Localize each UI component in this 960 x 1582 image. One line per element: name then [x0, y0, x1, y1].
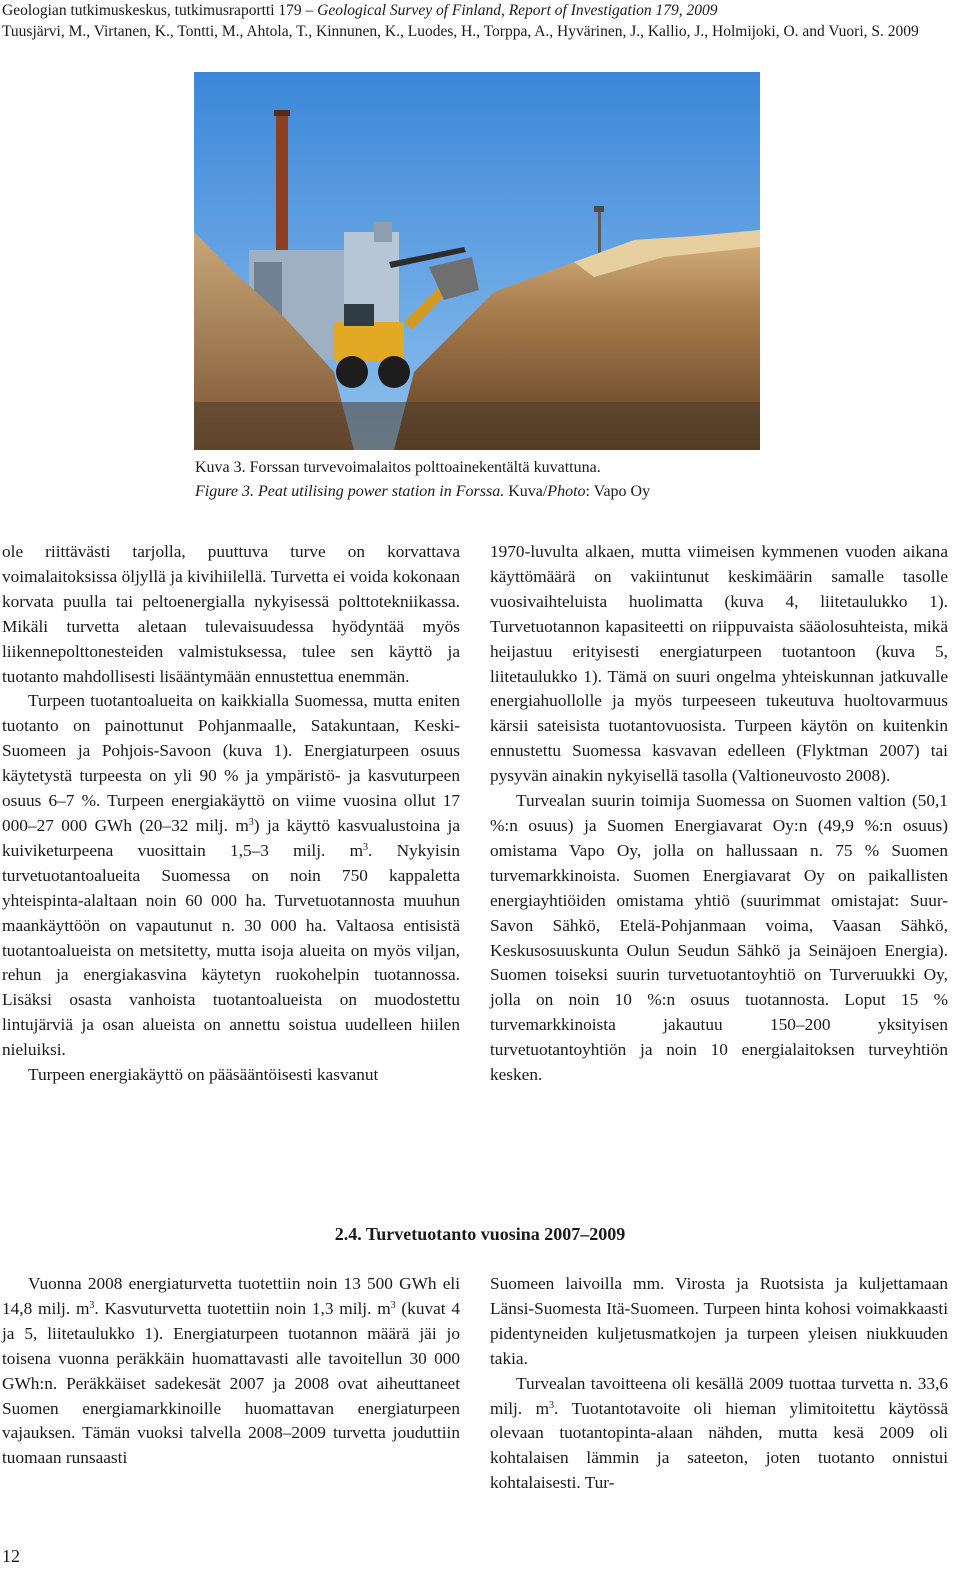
page-number: 12 [2, 1546, 20, 1566]
caption-finnish: Kuva 3. Forssan turvevoimalaitos polttoainekentältä kuvattuna. [195, 459, 601, 476]
body-column-right-top [490, 540, 948, 1088]
header-series-line: Geologian tutkimuskeskus, tutkimusraportti 179 – Geological Survey of Finland, Report of Investigation 179, 2009 [2, 2, 718, 19]
paragraph: ole riittävästi tarjolla, puuttuva turve on korvattava voimalaitoksissa öljyllä ja kivihiilellä. Turvetta ei voida kokonaan korvata puulla tai peltoenergialla nykyisessä polttotekniikassa. Mikäli turvetta aletaan tulevaisuudessa hyödyntää myös liikennepolttonesteiden valmistuksessa, tulee sen käyttö ja tuotanto mahdollisesti lisääntymään ennustettua enemmän. [2, 542, 460, 686]
running-header [2, 0, 952, 42]
body-column-left-bottom [2, 1272, 460, 1471]
body-column-left-top [2, 540, 460, 1088]
paragraph: Turvealan tavoitteena oli kesällä 2009 tuottaa turvetta n. 33,6 milj. $m^3$. Tuotantotavoite oli hieman ylimitoitettu käytössä olevaan tuotantopinta-alaan nähden, mutta kesä 2009 oli kohtalaisen lämmin ja sateeton, joten tuotanto onnistui kohtalaisesti. Tur- [490, 1373, 948, 1493]
paragraph: 1970-luvulta alkaen, mutta viimeisen kymmenen vuoden aikana käyttömäärä on vakiintunut keskimäärin samalle tasolle vuosivaihteluista huolimatta (kuva 4, liitetaulukko 1). Turvetuotannon kapasiteetti on riippuvaista sääolosuhteista, mikä heijastuu erityisesti energiaturpeen tuotantoon (kuva 5, liitetaulukko 1). Tämä on suuri ongelma yhteiskunnan jatkuvalle energiahuollolle ja myös turpeeseen tukeutuva huoltovarmuus kärsii sateisista tuotantovuosista. Turpeen käytön on kuitenkin ennustettu Suomessa kasvavan edelleen (Flyktman 2007) tai pysyvän ainakin nykyisellä tasolla (Valtioneuvosto 2008). [490, 542, 948, 786]
caption-english-line: Figure 3. Peat utilising power station in Forssa. Kuva/Photo: Vapo Oy [195, 483, 651, 500]
section-heading: 2.4. Turvetuotanto vuosina 2007–2009 [334, 1224, 626, 1244]
figure-photo-peat-power-station [194, 72, 760, 450]
paragraph: Turpeen tuotantoalueita on kaikkialla Suomessa, mutta eniten tuotanto on painottunut Pohjanmaalle, Satakuntaan, Keski-Suomeen ja Pohjois-Savoon (kuva 1). Energiaturpeen osuus käytetystä turpeesta on yli 90 % ja ympäristö- ja kasvuturpeen osuus 6–7 %. Turpeen energiakäyttö on viime vuosina ollut 17 000–27 000 GWh (20–32 milj. $m^3$) ja käyttö kasvualustoina ja kuiviketurpeena vuosittain 1,5–3 milj. $m^3$. Nykyisin turvetuotantoalueita Suomessa on noin 750 kappaletta yhteispinta-alaltaan noin 60 000 ha. Turvetuotannosta muuhun maankäyttöön on vapautunut n. 30 000 ha. Valtaosa entisistä tuotantoalueista on metsitetty, mutta isoja alueita on myös viljan, rehun ja energiakasvina käytetyn ruokohelpin tuotannossa. Lisäksi osasta vanhoista tuotantoalueista on muodostettu lintujärviä ja osan alueista on annettu soistua uudelleen hiilen nieluiksi. [2, 691, 461, 1060]
paragraph: Turvealan suurin toimija Suomessa on Suomen valtion (50,1 %:n osuus) ja Suomen Energiavarat Oy:n (49,9 %:n osuus) omistama Vapo Oy, jolla on hallussaan n. 75 % Suomen turvemarkkinoista. Suomen Energiavarat Oy on paikallisten energiayhtiöiden omistama yhtiö (suurimmat omistajat: Suur-Savon Sähkö, Etelä-Pohjanmaan voima, Vaasan Sähkö, Keskusosuuskunta Oulun Seudun Sähkö ja Seinäjoen Energia). Suomen toiseksi suurin turvetuotantoyhtiö on Turveruukki Oy, jolla on noin 10 %:n osuus tuotannosta. Loput 15 % turvemarkkinoista jakautuu 150–200 yksityisen turvetuotantoyhtiön ja noin 10 energialaitoksen turveyhtiön kesken. [490, 791, 948, 1085]
header-series-english: Geological Survey of Finland, Report of Investigation 179, 2009 [317, 2, 718, 19]
body-column-right-bottom [490, 1272, 948, 1496]
figure-caption [195, 456, 755, 504]
paragraph: Suomeen laivoilla mm. Virosta ja Ruotsista ja kuljettamaan Länsi-Suomesta Itä-Suomeen. Turpeen hinta kohosi voimakkaasti pidentyneiden kuljetusmatkojen ja turpeen yleisen niukkuuden takia. [490, 1274, 948, 1368]
paragraph: Turpeen energiakäyttö on pääsääntöisesti kasvanut [28, 1065, 379, 1085]
header-authors-line: Tuusjärvi, M., Virtanen, K., Tontti, M., Ahtola, T., Kinnunen, K., Luodes, H., Torppa, A., Hyvärinen, J., Kallio, J., Holmijoki, O. and Vuori, S. 2009 [2, 23, 919, 40]
paragraph: Vuonna 2008 energiaturvetta tuotettiin noin 13 500 GWh eli 14,8 milj. $m^3$. Kasvuturvetta tuotettiin noin 1,3 milj. $m^3$ (kuvat 4 ja 5, liitetaulukko 1). Energiaturpeen tuotannon määrä jäi jo toisena vuonna peräkkäin huomattavasti alle tavoitellun 30 000 GWh:n. Peräkkäiset sadekesät 2007 ja 2008 ovat aiheuttaneet Suomen energiamarkkinoille huomattavan energiaturpeen vajauksen. Tämän vuoksi talvella 2008–2009 turvetta jouduttiin tuomaan runsaasti [2, 1274, 460, 1468]
